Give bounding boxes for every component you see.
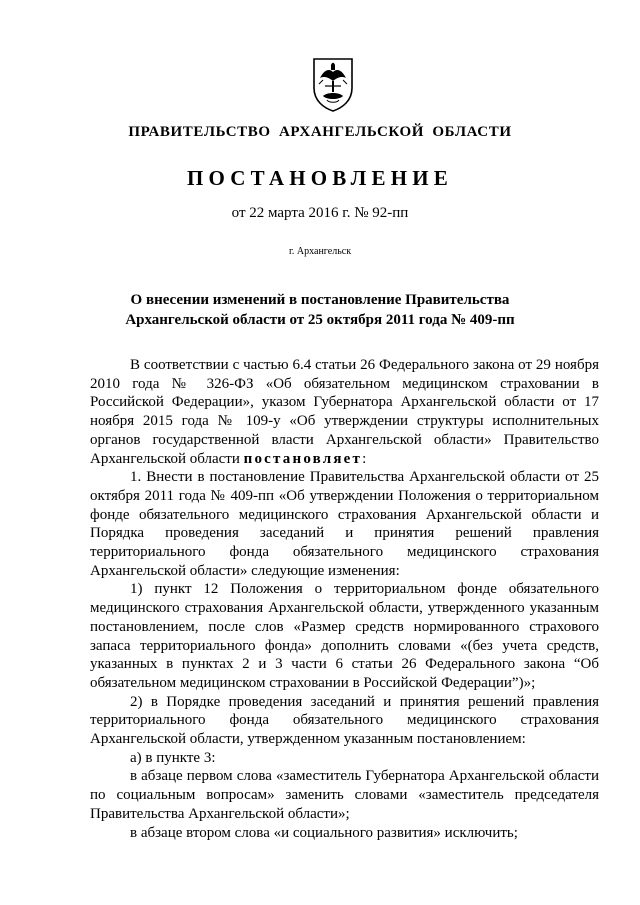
document-body [90, 356, 599, 842]
title-line-2: Архангельской области от 25 октября 2011 года № 409-пп [125, 312, 515, 328]
paragraph-subitem-1: 1) пункт 12 Положения о территориальном фонде обязательного медицинского страхования Архангельской области, утвержденного указанным постановлением, после слов «Размер средств нормированного страхового запаса территориального фонда» дополнить словами «(без учета средств, указанных в пунктах 2 и 3 части 6 статьи 26 Федерального закона “Об обязательном медицинском страховании в Российской Федерации”)»; [90, 581, 599, 691]
preamble-paragraph [90, 356, 599, 468]
paragraph-abzac-2: в абзаце втором слова «и социального развития» исключить; [130, 824, 518, 841]
paragraph-abzac-1: в абзаце первом слова «заместитель Губернатора Архангельской области по социальным вопросам» заменить словами «заместитель председателя Правительства Архангельской области»; [90, 768, 599, 822]
document-title [90, 290, 550, 330]
document-type-heading: ПОСТАНОВЛЕНИЕ [186, 166, 454, 190]
paragraph-subitem-a: а) в пункте 3: [130, 749, 216, 766]
paragraph-item-1: 1. Внести в постановление Правительства Архангельской области от 25 октября 2011 года № 409-пп «Об утверждении Положения о территориальном фонде обязательного медицинского страхования Архангельской области и Порядка проведения заседаний и принятия решений правления территориального фонда обязательного медицинского страхования Архангельской области» следующие изменения: [90, 469, 599, 579]
coat-of-arms-emblem [311, 56, 355, 112]
document-date-number: от 22 марта 2016 г. № 92-пп [231, 205, 409, 221]
organization-name: ПРАВИТЕЛЬСТВО АРХАНГЕЛЬСКОЙ ОБЛАСТИ [128, 124, 512, 140]
preamble-text: В соответствии с частью 6.4 статьи 26 Федерального закона от 29 ноября 2010 года № 326-ФЗ «Об обязательном медицинском страховании в Российской Федерации», указом Губернатора Архангельской области от 17 ноября 2015 года № 109-у «Об утверждении структуры исполнительных органов государственной власти Архангельской области» Правительство Архангельской области [90, 357, 599, 467]
city-name: г. Архангельск [288, 246, 352, 257]
title-line-1: О внесении изменений в постановление Правительства [130, 292, 510, 308]
decree-word: постановляет [243, 450, 363, 467]
decree-colon: : [362, 450, 367, 467]
paragraph-subitem-2: 2) в Порядке проведения заседаний и принятия решений правления территориального фонда обязательного медицинского страхования Архангельской области, утвержденном указанным постановлением: [90, 693, 599, 748]
